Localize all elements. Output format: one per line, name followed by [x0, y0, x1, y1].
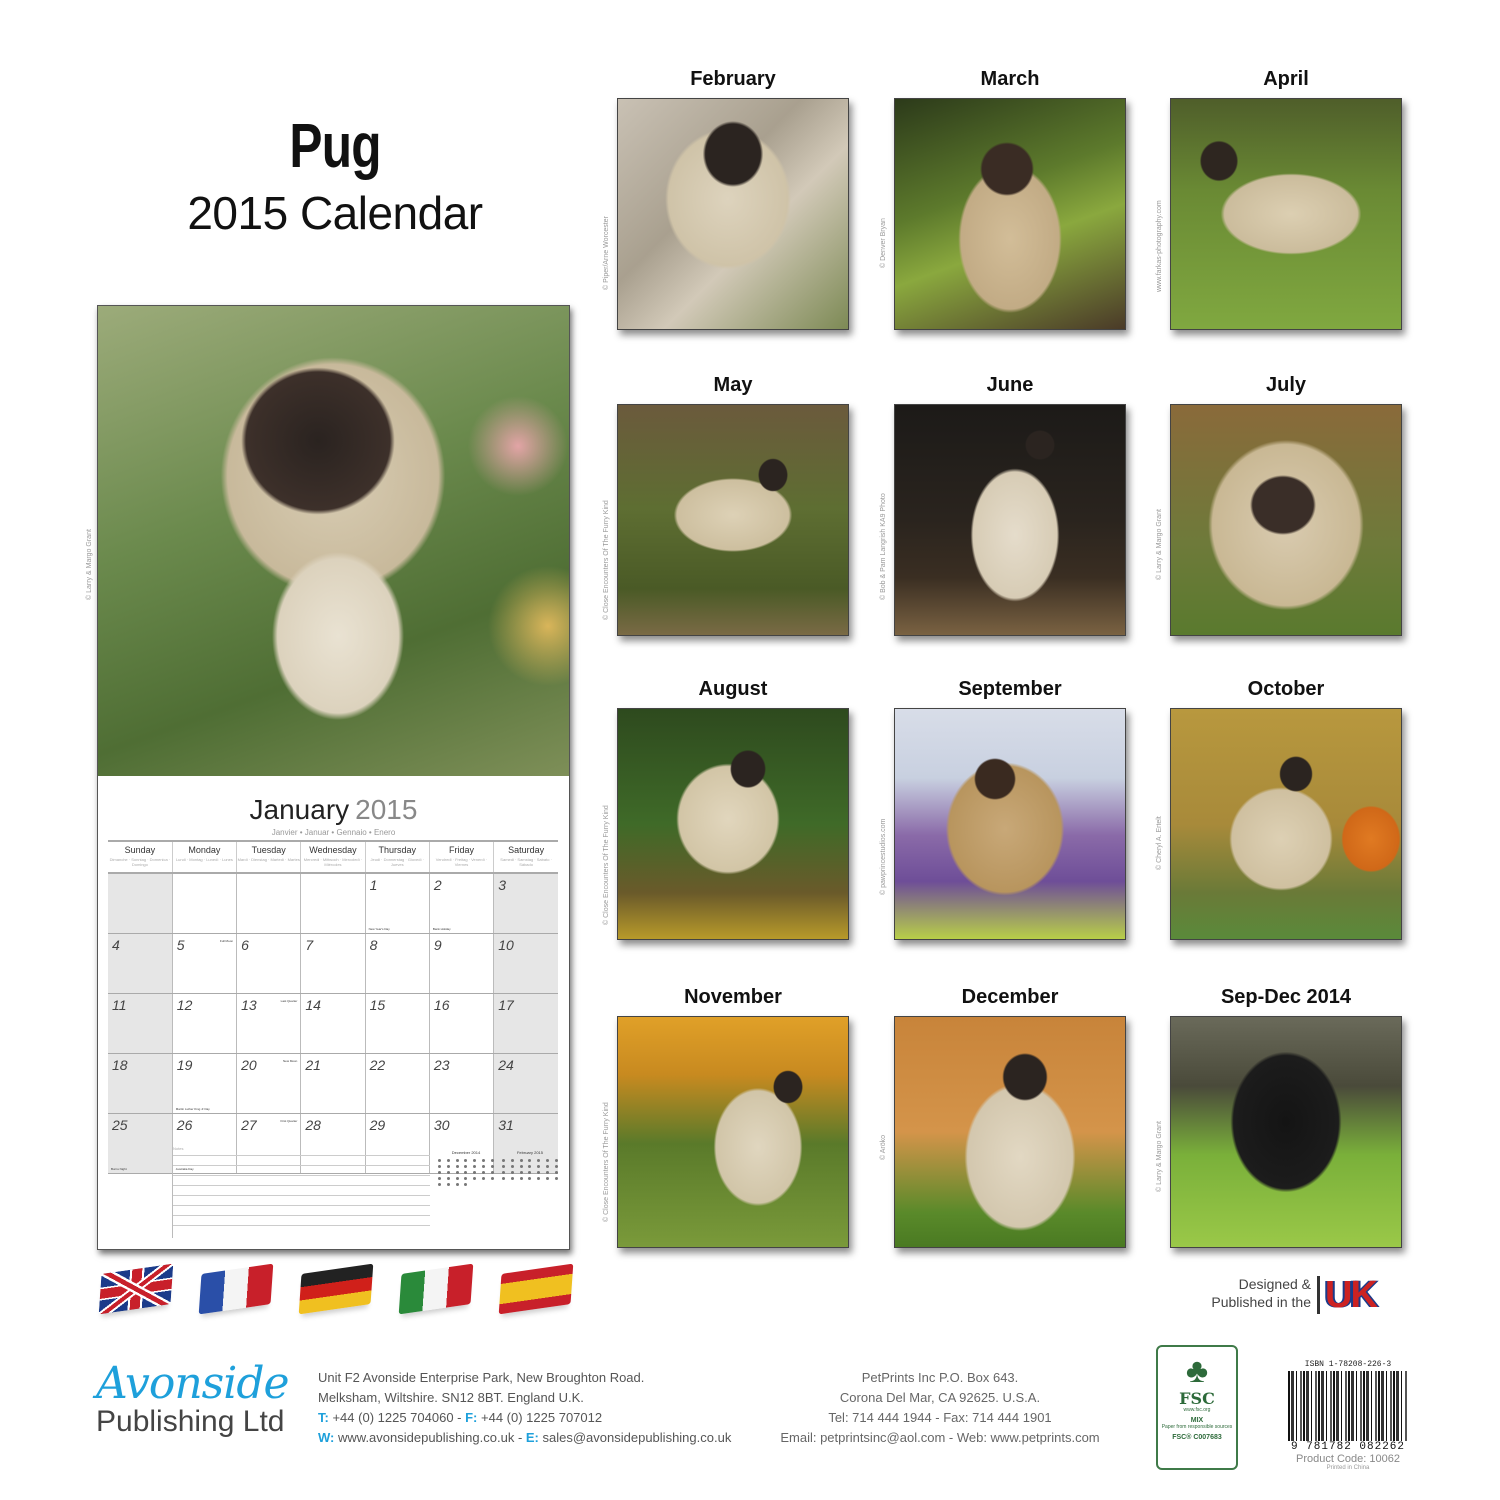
- week-row: [108, 993, 558, 1053]
- photo-credit: © Close Encounters Of The Furry Kind: [603, 1102, 610, 1222]
- thumb-august: August: [617, 708, 849, 940]
- photo-credit: www.farkas-photography.com: [1156, 200, 1163, 292]
- day-cell: 2 Bank Holiday: [429, 873, 493, 933]
- pug-photo: [617, 404, 849, 636]
- day-cell: 16: [429, 993, 493, 1053]
- day-cell: 14: [301, 993, 365, 1053]
- pug-photo: [617, 1016, 849, 1248]
- day-cell: 10: [494, 933, 558, 993]
- day-cell: 27 First Quarter: [237, 1113, 301, 1173]
- thumb-september: September: [894, 708, 1126, 940]
- main-calendar-page: [97, 305, 570, 1250]
- moon-phase-note: New Moon: [283, 1058, 298, 1063]
- pug-photo: [1170, 708, 1402, 940]
- month-grid-area: [98, 776, 569, 1249]
- moon-phase-note: First Quarter: [280, 1118, 298, 1123]
- mini-calendar-prev: December 2014: [436, 1150, 496, 1186]
- mini-calendar-next: February 2015: [500, 1150, 560, 1180]
- day-cell: 26 Australia Day: [172, 1113, 236, 1173]
- flag-italy-icon: [399, 1264, 474, 1315]
- day-cell: [108, 873, 172, 933]
- thumb-november: November: [617, 1016, 849, 1248]
- holiday-note: Martin Luther King Jr Day: [175, 1106, 210, 1111]
- day-cell: 28: [301, 1113, 365, 1173]
- weekday-header: Friday Vendredi · Freitag · Venerdì · Viernes: [429, 841, 493, 873]
- day-cell: 4: [108, 933, 172, 993]
- fsc-label: ♣ FSC www.fsc.org MIX Paper from responsible sources FSC® C007683: [1156, 1345, 1238, 1470]
- notes-area: Notes: [172, 1146, 430, 1238]
- week-row: [108, 1053, 558, 1113]
- photo-credit: © Bob & Pam Langrish KA9 Photo: [880, 493, 887, 600]
- fsc-tree-icon: ♣: [1185, 1352, 1209, 1390]
- day-cell: 24: [494, 1053, 558, 1113]
- thumb-sep-dec-2014: Sep-Dec 2014: [1170, 1016, 1402, 1248]
- photo-credit: © pawprincestudios.com: [880, 818, 887, 895]
- pug-photo: [894, 98, 1126, 330]
- flag-spain-icon: [499, 1264, 574, 1315]
- weekday-header: Wednesday Mercredi · Mittwoch · Mercoledì · Miércoles: [301, 841, 365, 873]
- day-cell: 3: [494, 873, 558, 933]
- thumb-december: December: [894, 1016, 1126, 1248]
- day-cell: 19 Martin Luther King Jr Day: [172, 1053, 236, 1113]
- publisher-logo: Avonside Publishing Ltd: [96, 1358, 289, 1438]
- pug-photo: [1170, 1016, 1402, 1248]
- publisher-contact: Unit F2 Avonside Enterprise Park, New Broughton Road. Melksham, Wiltshire. SN12 8BT. England U.K. T: +44 (0) 1225 704060 - F: +44 (0) 1225 707012 W: www.avonsidepublishing.co.uk - E: sales@avonsidepublishing.co.uk: [318, 1370, 732, 1445]
- thumb-february: February: [617, 98, 849, 330]
- day-cell: 30: [429, 1113, 493, 1173]
- flag-uk-icon: [99, 1264, 174, 1315]
- month-year: 2015: [355, 794, 418, 825]
- pug-photo: [1170, 98, 1402, 330]
- moon-phase-note: Full Moon: [219, 938, 234, 943]
- pug-photo: [894, 1016, 1126, 1248]
- day-cell: 1 New Year's Day: [365, 873, 429, 933]
- distributor-contact: PetPrints Inc P.O. Box 643. Corona Del Mar, CA 92625. U.S.A. Tel: 714 444 1944 - Fax: 714 444 1901 Email: petprintsinc@aol.com - Web: www.petprints.com: [780, 1370, 1100, 1445]
- day-cell: 17: [494, 993, 558, 1053]
- week-row: [108, 873, 558, 933]
- weekday-header: Tuesday Mardi · Dienstag · Martedì · Martes: [237, 841, 301, 873]
- month-heading: [98, 794, 569, 826]
- holiday-note: Australia Day: [175, 1166, 194, 1171]
- day-cell: 31: [494, 1113, 558, 1173]
- day-cell: 7: [301, 933, 365, 993]
- pug-photo: [1170, 404, 1402, 636]
- thumb-june: June: [894, 404, 1126, 636]
- day-cell: 12: [172, 993, 236, 1053]
- main-pug-photo: [98, 306, 569, 776]
- day-cell: 6: [237, 933, 301, 993]
- day-cell: 11: [108, 993, 172, 1053]
- pug-photo: [617, 98, 849, 330]
- pug-photo: [894, 404, 1126, 636]
- holiday-note: Burns Night: [111, 1166, 127, 1171]
- calendar-subtitle: 2015 Calendar: [187, 187, 483, 239]
- week-row: [108, 933, 558, 993]
- weekday-header: Monday Lundi · Montag · Lunedì · Lunes: [172, 841, 236, 873]
- day-cell: 9: [429, 933, 493, 993]
- thumb-october: October: [1170, 708, 1402, 940]
- barcode-icon: [1288, 1371, 1408, 1441]
- thumb-march: March: [894, 98, 1126, 330]
- photo-credit: © Cheryl A. Ertelt: [1156, 816, 1163, 870]
- day-cell: 25 Burns Night: [108, 1113, 172, 1173]
- moon-phase-note: Last Quarter: [280, 998, 298, 1003]
- designed-in-uk-badge: [1195, 1272, 1410, 1320]
- uk-badge-text: Designed & Published in the: [1211, 1276, 1311, 1310]
- photo-credit: © Denver Bryan: [880, 218, 887, 268]
- uk-flag-letters-icon: UK: [1325, 1274, 1376, 1316]
- barcode-block: ISBN 1-78208-226-3 9 781782 082262 Product Code: 10062 Printed in China: [1288, 1360, 1408, 1471]
- month-name: January: [249, 794, 350, 825]
- day-cell: 8: [365, 933, 429, 993]
- photo-credit: © Larry & Margo Grant: [1156, 509, 1163, 580]
- holiday-note: New Year's Day: [368, 926, 390, 931]
- day-cell: 20 New Moon: [237, 1053, 301, 1113]
- cover-title-block: [100, 112, 570, 240]
- month-grid: [108, 840, 558, 1174]
- day-cell: 13 Last Quarter: [237, 993, 301, 1053]
- day-cell: [301, 873, 365, 933]
- thumb-april: April: [1170, 98, 1402, 330]
- day-cell: 18: [108, 1053, 172, 1113]
- day-cell: [237, 873, 301, 933]
- language-flags: [98, 1265, 578, 1315]
- day-cell: 15: [365, 993, 429, 1053]
- month-translations: Janvier • Januar • Gennaio • Enero: [271, 828, 396, 837]
- flag-germany-icon: [299, 1264, 374, 1315]
- day-cell: [172, 873, 236, 933]
- main-photo-credit: © Larry & Margo Grant: [86, 529, 93, 600]
- photo-credit: © Aröko: [880, 1134, 887, 1160]
- day-cell: 22: [365, 1053, 429, 1113]
- day-cell: 5 Full Moon: [172, 933, 236, 993]
- weekday-header: Sunday Dimanche · Sonntag · Domenica · Domingo: [108, 841, 172, 873]
- weekday-header: Thursday Jeudi · Donnerstag · Giovedì · Jueves: [365, 841, 429, 873]
- pug-photo: [894, 708, 1126, 940]
- day-cell: 29: [365, 1113, 429, 1173]
- thumb-may: May: [617, 404, 849, 636]
- pug-photo: [617, 708, 849, 940]
- photo-credit: © Close Encounters Of The Furry Kind: [603, 500, 610, 620]
- photo-credit: © Piper/Arne Worcester: [603, 216, 610, 290]
- holiday-note: Bank Holiday: [432, 926, 451, 931]
- divider: [1317, 1276, 1320, 1314]
- calendar-title: Pug: [289, 112, 381, 181]
- weekday-header: Saturday Samedi · Samstag · Sabato · Sábado: [494, 841, 558, 873]
- thumb-july: July: [1170, 404, 1402, 636]
- day-cell: 23: [429, 1053, 493, 1113]
- day-cell: 21: [301, 1053, 365, 1113]
- photo-credit: © Close Encounters Of The Furry Kind: [603, 805, 610, 925]
- flag-france-icon: [199, 1264, 274, 1315]
- photo-credit: © Larry & Margo Grant: [1156, 1121, 1163, 1192]
